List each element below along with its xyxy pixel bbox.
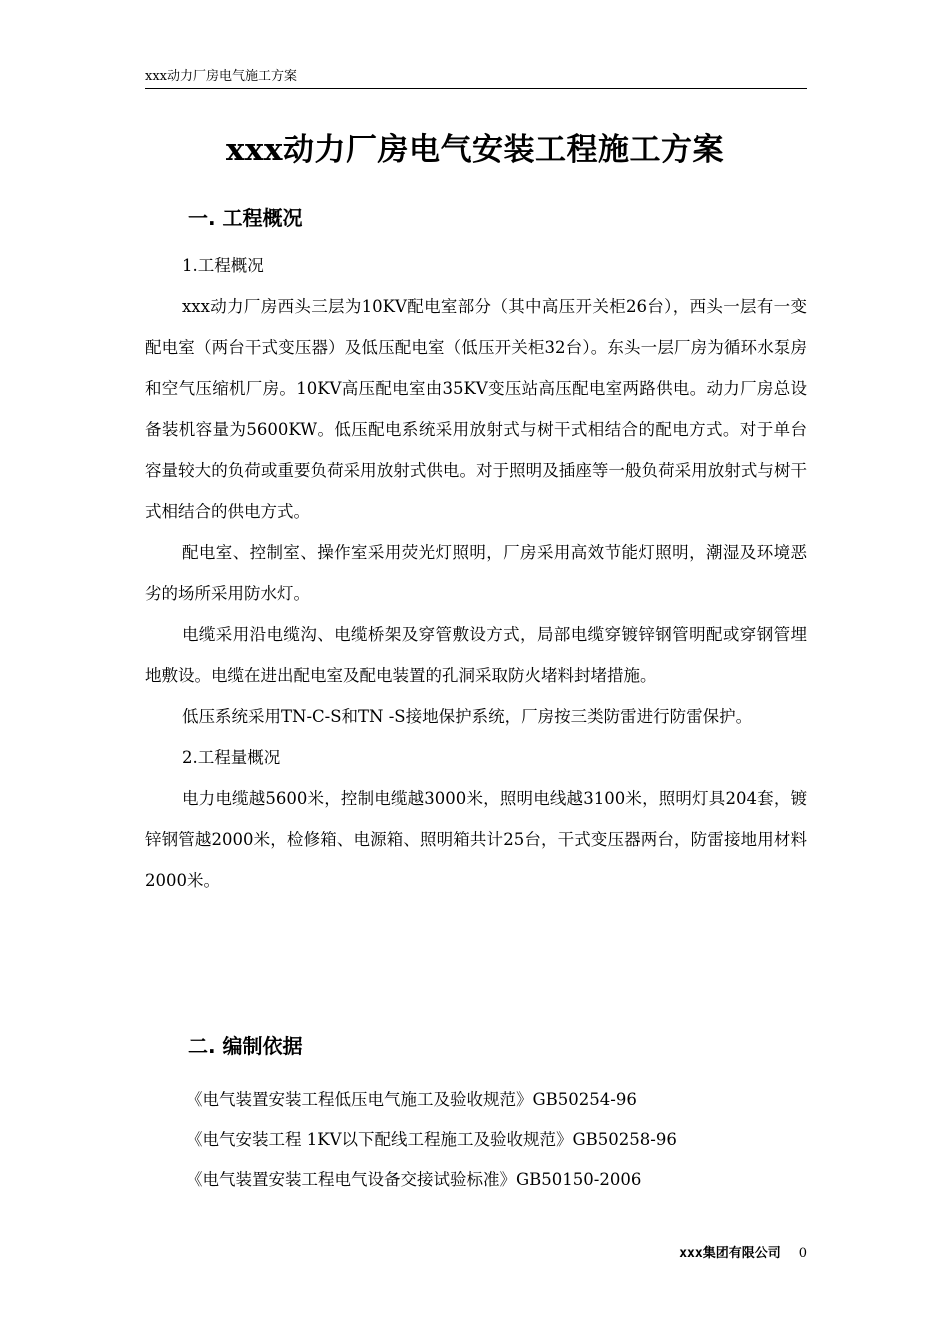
reference-standards-list (186, 1080, 826, 1200)
paragraph-lighting: 配电室、控制室、操作室采用荧光灯照明，厂房采用高效节能灯照明，潮湿及环境恶劣的场所采用防水灯。 (145, 543, 807, 603)
section-heading-basis: 二. 编制依据 (188, 1034, 303, 1058)
footer-company: xxx集团有限公司 (679, 1246, 781, 1261)
subheading-quantities: 2.工程量概况 (182, 748, 281, 767)
paragraph-cabling: 电缆采用沿电缆沟、电缆桥架及穿管敷设方式，局部电缆穿镀锌钢管明配或穿钢管埋地敷设。电缆在进出配电室及配电装置的孔洞采取防火堵料封堵措施。 (145, 625, 807, 685)
reference-item: 《电气装置安装工程电气设备交接试验标准》GB50150-2006 (186, 1170, 642, 1189)
paragraph-grounding: 低压系统采用TN-C-S和TN -S接地保护系统，厂房按三类防雷进行防雷保护。 (182, 707, 753, 726)
paragraph-quantities: 电力电缆越5600米，控制电缆越3000米，照明电线越3100米，照明灯具204套，镀锌钢管越2000米，检修箱、电源箱、照明箱共计25台，干式变压器两台，防雷接地用材料2000米。 (145, 789, 807, 890)
subheading-project-overview: 1.工程概况 (182, 256, 264, 275)
page-footer (679, 1244, 807, 1264)
page-number: 0 (798, 1246, 807, 1261)
running-header: xxx动力厂房电气施工方案 (145, 68, 807, 89)
paragraph-system-description: xxx动力厂房西头三层为10KV配电室部分（其中高压开关柜26台），西头一层有一变配电室（两台干式变压器）及低压配电室（低压开关柜32台）。东头一层厂房为循环水泵房和空气压缩机厂房。10KV高压配电室由35KV变压站高压配电室两路供电。动力厂房总设备装机容量为5600KW。低压配电系统采用放射式与树干式相结合的配电方式。对于单台容量较大的负荷或重要负荷采用放射式供电。对于照明及插座等一般负荷采用放射式与树干式相结合的供电方式。 (145, 297, 807, 521)
document-title: xxx动力厂房电气安装工程施工方案 (226, 132, 724, 168)
section-overview-body (145, 245, 807, 901)
section-heading-overview: 一. 工程概况 (188, 206, 303, 230)
reference-item: 《电气安装工程 1KV以下配线工程施工及验收规范》GB50258-96 (186, 1130, 677, 1149)
reference-item: 《电气装置安装工程低压电气施工及验收规范》GB50254-96 (186, 1090, 637, 1109)
